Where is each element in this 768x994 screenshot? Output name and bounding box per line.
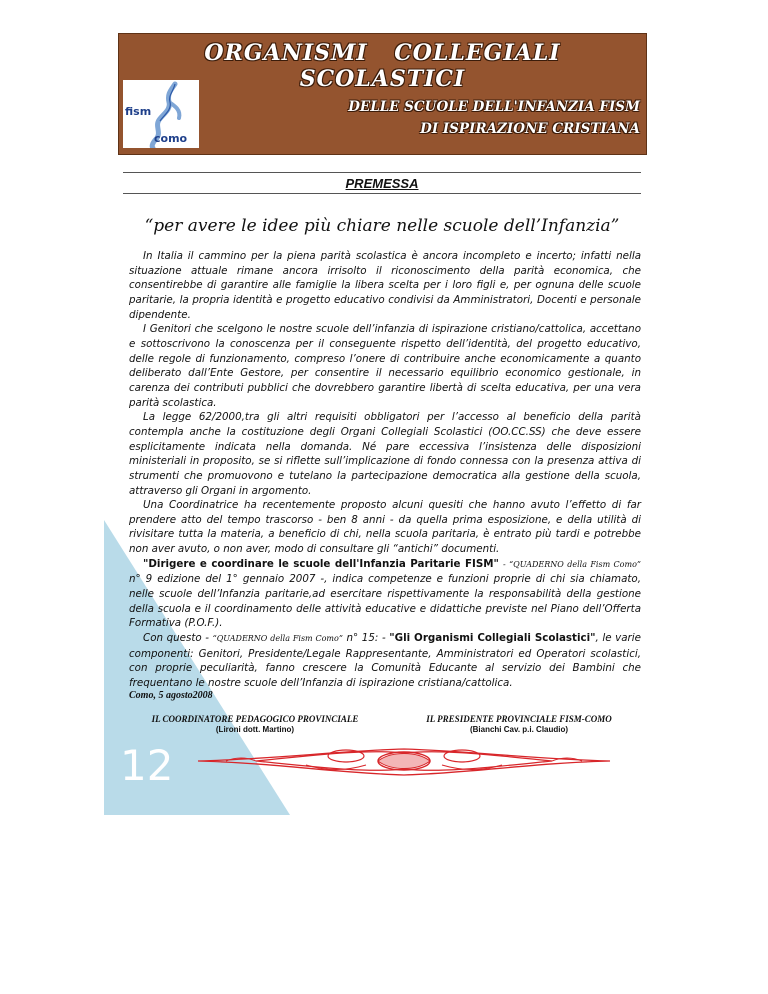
banner-subtitle xyxy=(348,96,640,140)
banner-subtitle-line2: DI ISPIRAZIONE CRISTIANA xyxy=(420,121,640,137)
paragraph-6-start: Con questo - xyxy=(143,632,213,645)
rule-top xyxy=(123,172,641,173)
section-title: PREMESSA xyxy=(345,176,419,191)
signature-right-role: IL PRESIDENTE PROVINCIALE FISM-COMO xyxy=(426,714,612,724)
header-banner xyxy=(118,33,647,155)
red-flourish-ornament xyxy=(196,741,612,781)
banner-subtitle-line1: DELLE SCUOLE DELL'INFANZIA FISM xyxy=(348,99,640,115)
paragraph-4: Una Coordinatrice ha recentemente proposto alcuni quesiti che hanno avuto l’effetto di far prendere atto del tempo trascorso - ben 8 anni - da quella prima esposizione, e della utilità di rivisitare tutta la materia, a beneficio di chi, nella scuola paritaria, è entrato più tardi e potrebbe non aver avuto, o non aver, modo di consultare gli “antichi” documenti. xyxy=(129,499,641,556)
quaderno-15-title: "Gli Organismi Collegiali Scolastici" xyxy=(389,632,596,645)
signature-left xyxy=(150,714,360,734)
signature-left-role: IL COORDINATORE PEDAGOGICO PROVINCIALE xyxy=(151,714,359,724)
body-text xyxy=(129,249,641,691)
banner-title: ORGANISMI COLLEGIALI SCOLASTICI xyxy=(204,40,561,92)
paragraph-1: In Italia il cammino per la piena parità scolastica è ancora incompleto e incerto; infatti nella situazione attuale rimane ancora irrisolto il riconoscimento della parità economica, che consentirebbe di garantire alle famiglie la libera scelta per i loro figli e, per ognuna delle scuole paritarie, la propria identità e progetto educativo condivisi da Amministratori, Docenti e personale dipendente. xyxy=(129,250,641,321)
quaderno-9-title: "Dirigere e coordinare le scuole dell'Infanzia Paritarie FISM" xyxy=(143,557,499,570)
signature-right-name: (Bianchi Cav. p.i. Claudio) xyxy=(469,725,569,734)
signature-right xyxy=(412,714,626,734)
logo-text-como: como xyxy=(154,132,188,145)
paragraph-2: I Genitori che scelgono le nostre scuole dell’infanzia di ispirazione cristiano/cattolica, accettano e sottoscrivono la conoscenza per il conseguente rispetto dell’identità, del progetto educativo, delle regole di funzionamento, compreso l’onere di contribuire anche economicamente a quanto deliberato dall’Ente Gestore, per consentire il necessario equilibrio economico gestionale, in carenza dei contributi pubblici che dovrebbero garantire libertà di scelta educativa, per una vera parità scolastica. xyxy=(129,323,641,409)
date-line: Como, 5 agosto2008 xyxy=(129,690,213,701)
paragraph-6-rest: , le varie componenti: Genitori, Presidente/Legale Rappresentante, Amministratori ed Operatori scolastici, con proprie peculiarità, fanno crescere la Comunità Educante al servizio dei Bambini che frequentano le nostre scuole dell’Infanzia di ispirazione cristiana/cattolica. xyxy=(129,632,641,690)
page-number: 12 xyxy=(120,741,174,790)
paragraph-6-mid: n° 15: - xyxy=(342,632,390,645)
paragraph-3: La legge 62/2000,tra gli altri requisiti obbligatori per l’accesso al beneficio della parità contempla anche la costituzione degli Organi Collegiali Scolastici (OO.CC.SS) che deve essere esplicitamente indicata nella domanda. Né pare eccessiva l’insistenza delle disposizioni ministeriali in proposito, se si riflette sull’implicazione di fondo connessa con la presenza attiva di strumenti che promuovono e tutelano la partecipazione democratica alla gestione della scuola, attraverso gli Organi in argomento. xyxy=(129,411,641,497)
motto: “per avere le idee più chiare nelle scuole dell’Infanzia” xyxy=(144,216,620,236)
logo-text-fism: fism xyxy=(125,105,152,118)
rule-bottom xyxy=(123,193,641,194)
quaderno-15-label: “QUADERNO della Fism Como” xyxy=(212,634,343,644)
paragraph-6 xyxy=(129,631,641,691)
quaderno-9-label: - “QUADERNO della Fism Como” xyxy=(502,559,641,569)
fism-como-logo xyxy=(123,80,199,148)
paragraph-5-rest: n° 9 edizione del 1° gennaio 2007 -, indica competenze e funzioni proprie di chi sia chiamato, nelle scuole dell’Infanzia paritarie,ad esercitare rispettivamente la responsabilità della gestione della scuola e il coordinamento delle attività educative e didattiche previste nel Piano dell’Offerta Formativa (P.O.F.). xyxy=(129,573,641,630)
paragraph-5 xyxy=(129,557,641,631)
signature-left-name: (Lironi dott. Martino) xyxy=(215,725,295,734)
